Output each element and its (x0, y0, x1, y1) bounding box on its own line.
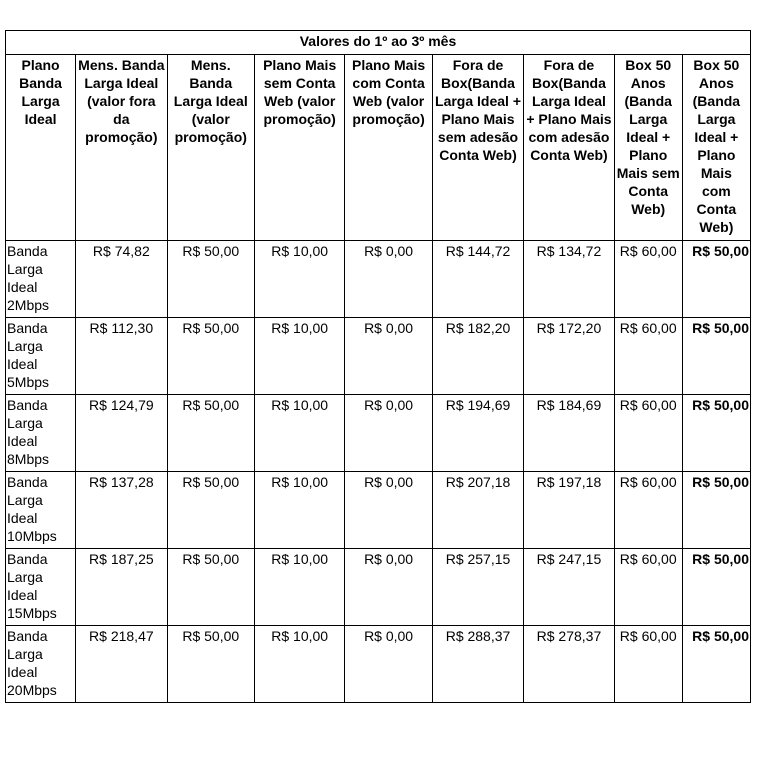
cell-plano-mais-com-conta: R$ 0,00 (345, 626, 432, 703)
price-table (5, 30, 751, 703)
cell-box50-com-conta: R$ 50,00 (682, 241, 750, 318)
header-box50-com-conta: Box 50 Anos (Banda Larga Ideal + Plano Mais com Conta Web) (682, 55, 750, 241)
cell-fora-box-com-adesao: R$ 134,72 (524, 241, 614, 318)
header-plano-mais-sem-conta: Plano Mais sem Conta Web (valor promoção) (254, 55, 344, 241)
cell-fora-box-com-adesao: R$ 184,69 (524, 395, 614, 472)
cell-mens-promocao: R$ 50,00 (167, 318, 254, 395)
cell-box50-com-conta: R$ 50,00 (682, 395, 750, 472)
cell-mens-fora-promocao: R$ 124,79 (76, 395, 167, 472)
table-body (6, 241, 751, 703)
cell-mens-fora-promocao: R$ 218,47 (76, 626, 167, 703)
cell-fora-box-sem-adesao: R$ 257,15 (432, 549, 523, 626)
table-row (6, 472, 751, 549)
cell-mens-fora-promocao: R$ 137,28 (76, 472, 167, 549)
cell-mens-promocao: R$ 50,00 (167, 241, 254, 318)
cell-plano-mais-com-conta: R$ 0,00 (345, 241, 432, 318)
header-plano-mais-com-conta: Plano Mais com Conta Web (valor promoção) (345, 55, 432, 241)
cell-fora-box-sem-adesao: R$ 182,20 (432, 318, 523, 395)
cell-fora-box-com-adesao: R$ 197,18 (524, 472, 614, 549)
cell-plan: Banda Larga Ideal 5Mbps (6, 318, 76, 395)
table-row (6, 549, 751, 626)
cell-plano-mais-com-conta: R$ 0,00 (345, 395, 432, 472)
cell-plan: Banda Larga Ideal 15Mbps (6, 549, 76, 626)
header-mens-fora-promocao: Mens. Banda Larga Ideal (valor fora da promoção) (76, 55, 167, 241)
cell-plano-mais-com-conta: R$ 0,00 (345, 318, 432, 395)
cell-box50-sem-conta: R$ 60,00 (614, 626, 682, 703)
table-title-row (6, 31, 751, 55)
table-header-row (6, 55, 751, 241)
cell-mens-promocao: R$ 50,00 (167, 549, 254, 626)
cell-plan: Banda Larga Ideal 20Mbps (6, 626, 76, 703)
cell-box50-com-conta: R$ 50,00 (682, 318, 750, 395)
cell-box50-sem-conta: R$ 60,00 (614, 318, 682, 395)
cell-box50-sem-conta: R$ 60,00 (614, 395, 682, 472)
cell-box50-com-conta: R$ 50,00 (682, 549, 750, 626)
header-plan: Plano Banda Larga Ideal (6, 55, 76, 241)
cell-plano-mais-sem-conta: R$ 10,00 (254, 549, 344, 626)
cell-plan: Banda Larga Ideal 8Mbps (6, 395, 76, 472)
cell-box50-com-conta: R$ 50,00 (682, 472, 750, 549)
cell-mens-fora-promocao: R$ 187,25 (76, 549, 167, 626)
header-box50-sem-conta: Box 50 Anos (Banda Larga Ideal + Plano Mais sem Conta Web) (614, 55, 682, 241)
cell-box50-sem-conta: R$ 60,00 (614, 472, 682, 549)
cell-mens-fora-promocao: R$ 112,30 (76, 318, 167, 395)
cell-box50-sem-conta: R$ 60,00 (614, 241, 682, 318)
table-row (6, 626, 751, 703)
cell-plano-mais-com-conta: R$ 0,00 (345, 472, 432, 549)
cell-fora-box-com-adesao: R$ 278,37 (524, 626, 614, 703)
cell-fora-box-com-adesao: R$ 172,20 (524, 318, 614, 395)
cell-fora-box-sem-adesao: R$ 288,37 (432, 626, 523, 703)
header-mens-promocao: Mens. Banda Larga Ideal (valor promoção) (167, 55, 254, 241)
cell-plano-mais-sem-conta: R$ 10,00 (254, 472, 344, 549)
cell-mens-promocao: R$ 50,00 (167, 626, 254, 703)
cell-fora-box-sem-adesao: R$ 144,72 (432, 241, 523, 318)
cell-plano-mais-sem-conta: R$ 10,00 (254, 318, 344, 395)
cell-mens-promocao: R$ 50,00 (167, 395, 254, 472)
header-fora-box-sem-adesao: Fora de Box(Banda Larga Ideal + Plano Mais sem adesão Conta Web) (432, 55, 523, 241)
table-row (6, 241, 751, 318)
cell-box50-sem-conta: R$ 60,00 (614, 549, 682, 626)
cell-plano-mais-com-conta: R$ 0,00 (345, 549, 432, 626)
cell-fora-box-sem-adesao: R$ 194,69 (432, 395, 523, 472)
header-fora-box-com-adesao: Fora de Box(Banda Larga Ideal + Plano Mais com adesão Conta Web) (524, 55, 614, 241)
table-row (6, 395, 751, 472)
cell-plano-mais-sem-conta: R$ 10,00 (254, 626, 344, 703)
table-row (6, 318, 751, 395)
cell-box50-com-conta: R$ 50,00 (682, 626, 750, 703)
table-title: Valores do 1º ao 3º mês (6, 31, 751, 55)
cell-mens-promocao: R$ 50,00 (167, 472, 254, 549)
cell-plan: Banda Larga Ideal 2Mbps (6, 241, 76, 318)
cell-fora-box-sem-adesao: R$ 207,18 (432, 472, 523, 549)
cell-plano-mais-sem-conta: R$ 10,00 (254, 241, 344, 318)
cell-fora-box-com-adesao: R$ 247,15 (524, 549, 614, 626)
cell-plano-mais-sem-conta: R$ 10,00 (254, 395, 344, 472)
cell-mens-fora-promocao: R$ 74,82 (76, 241, 167, 318)
cell-plan: Banda Larga Ideal 10Mbps (6, 472, 76, 549)
